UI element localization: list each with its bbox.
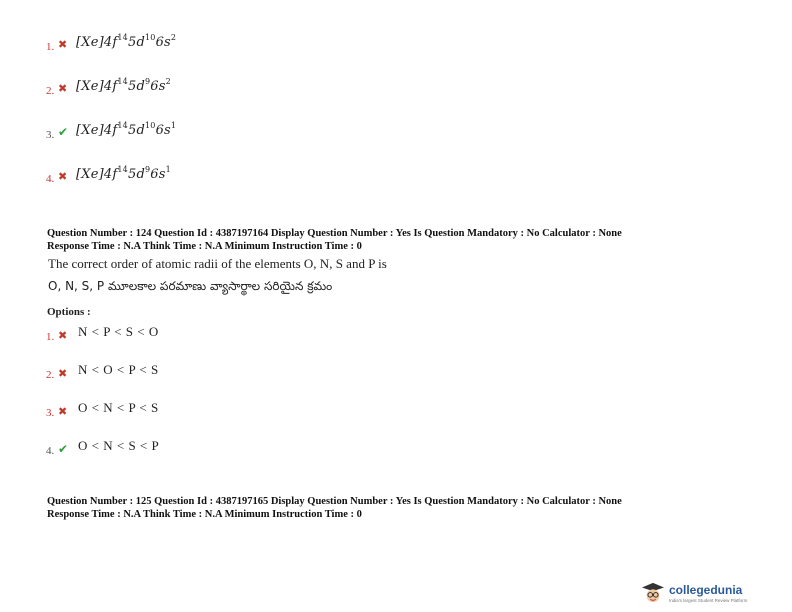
prev-option-2 [46,77,171,97]
mascot-icon [640,582,666,604]
option-number: 3. [46,407,55,419]
logo-tagline: India's largest Student Review Platform [669,598,748,603]
q124-option-4 [46,438,160,457]
option-number: 3. [46,128,55,141]
option-text: O < N < P < S [78,400,159,415]
q124-option-1 [46,324,159,343]
option-number: 4. [46,172,55,185]
cross-icon: ✖ [58,367,68,380]
q124-option-3 [46,400,159,419]
question-meta-line-1: Question Number : 124 Question Id : 4387197164 Display Question Number : Yes Is Question Mandatory : No Calculator : None [47,228,622,239]
prev-option-4 [46,165,171,185]
option-number: 2. [46,369,55,381]
question-125-meta [47,495,622,521]
electron-configuration: $[Xe]4f^{14}5d^{10}6s^1$ [76,121,177,138]
check-icon: ✔ [58,441,69,456]
collegedunia-logo [640,582,747,604]
options-label: Options : [47,306,91,318]
cross-icon: ✖ [58,171,68,183]
question-124-meta [47,227,622,253]
question-meta-line-2: Response Time : N.A Think Time : N.A Minimum Instruction Time : 0 [47,241,362,252]
question-text-english: The correct order of atomic radii of the elements O, N, S and P is [48,256,387,271]
electron-configuration: $[Xe]4f^{14}5d^{10}6s^2$ [76,33,177,50]
option-number: 2. [46,84,55,97]
prev-option-3 [46,121,177,141]
option-text: O < N < S < P [78,438,160,453]
option-number: 4. [46,445,55,457]
electron-configuration: $[Xe]4f^{14}5d^96s^2$ [76,77,171,94]
prev-option-1 [46,33,177,53]
cross-icon: ✖ [58,329,68,342]
cross-icon: ✖ [58,405,68,418]
question-meta-line-1: Question Number : 125 Question Id : 4387197165 Display Question Number : Yes Is Question Mandatory : No Calculator : None [47,496,622,507]
cross-icon: ✖ [58,39,68,51]
option-text: N < P < S < O [78,324,159,339]
cross-icon: ✖ [58,83,68,95]
logo-name: collegedunia [669,583,743,597]
check-icon: ✔ [58,125,69,139]
option-number: 1. [46,331,55,343]
electron-configuration: $[Xe]4f^{14}5d^96s^1$ [76,165,171,182]
q124-option-2 [46,362,159,381]
option-number: 1. [46,40,55,53]
option-text: N < O < P < S [78,362,159,377]
question-text-telugu: O, N, S, P మూలకాల పరమాణు వ్యాసార్థాల సరియైన క్రమం [48,279,333,293]
question-meta-line-2: Response Time : N.A Think Time : N.A Minimum Instruction Time : 0 [47,509,362,520]
